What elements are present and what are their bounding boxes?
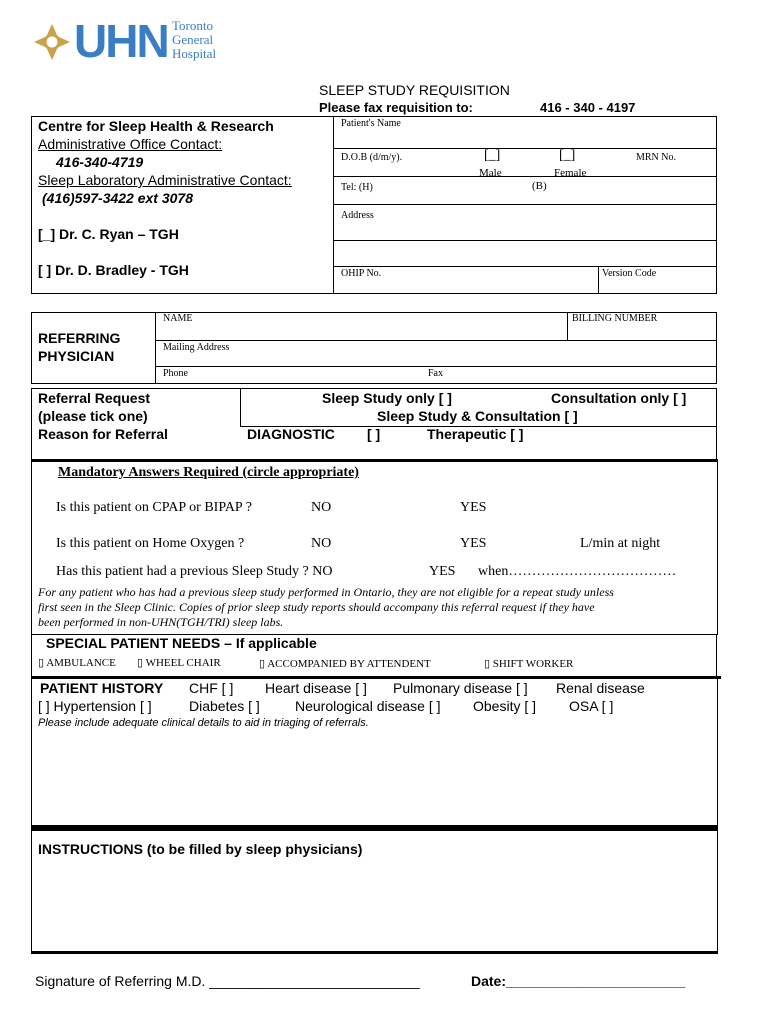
mailing-address-label: Mailing Address <box>163 342 230 353</box>
physician-name-label: NAME <box>163 313 193 324</box>
q-previous-when: when……………………………… <box>478 564 677 579</box>
consultation-only-option[interactable]: Consultation only [ ] <box>551 390 687 406</box>
q-cpap-no[interactable]: NO <box>311 500 332 515</box>
tel-home-label: Tel: (H) <box>341 182 373 193</box>
address-label: Address <box>341 210 374 221</box>
osa-option[interactable]: OSA [ ] <box>569 698 614 714</box>
male-checkbox[interactable]: [_] <box>484 148 501 163</box>
female-label: Female <box>554 167 587 179</box>
ambulance-option[interactable]: ▯ AMBULANCE <box>38 657 116 669</box>
q-oxygen: Is this patient on Home Oxygen ? <box>56 536 245 551</box>
q-previous-yes[interactable]: YES <box>429 564 456 579</box>
admin-contact-label: Administrative Office Contact: <box>38 136 223 152</box>
patient-name-label: Patient's Name <box>341 118 401 129</box>
special-needs-heading: SPECIAL PATIENT NEEDS – If applicable <box>46 635 317 651</box>
mandatory-heading: Mandatory Answers Required (circle appropriate) <box>58 465 359 480</box>
patient-name-input[interactable] <box>440 128 710 144</box>
tick-one-label: (please tick one) <box>38 408 148 424</box>
pulmonary-disease-option[interactable]: Pulmonary disease [ ] <box>393 680 528 696</box>
doctor-bradley-checkbox[interactable]: [ ] Dr. D. Bradley - TGH <box>38 262 189 278</box>
chf-option[interactable]: CHF [ ] <box>189 680 234 696</box>
referring-label-2: PHYSICIAN <box>38 348 115 364</box>
address-input[interactable] <box>341 222 711 238</box>
lab-phone: (416)597-3422 ext 3078 <box>42 190 194 206</box>
dob-label: D.O.B (d/m/y). <box>341 152 403 163</box>
logo-sub-line2: General <box>172 32 214 47</box>
note-line-3: been performed in non-UHN(TGH/TRI) sleep labs. <box>38 615 284 629</box>
q-cpap: Is this patient on CPAP or BIPAP ? <box>56 500 252 515</box>
obesity-option[interactable]: Obesity [ ] <box>473 698 537 714</box>
logo-sub-line3: Hospital <box>172 46 217 61</box>
q-oxygen-lmin: L/min at night <box>580 536 661 551</box>
history-details-input[interactable] <box>38 736 714 824</box>
fax-number: 416 - 340 - 4197 <box>540 100 636 115</box>
date-line[interactable]: Date:_______________________ <box>471 973 686 989</box>
history-note: Please include adequate clinical details to aid in triaging of referrals. <box>38 717 369 729</box>
therapeutic-option[interactable]: Therapeutic [ ] <box>427 426 524 442</box>
note-line-2: first seen in the Sleep Clinic. Copies of prior sleep study reports should accompany this referral request if they have <box>38 600 595 614</box>
ohip-label: OHIP No. <box>341 268 382 279</box>
billing-number-label: BILLING NUMBER <box>572 313 658 324</box>
sleep-study-only-option[interactable]: Sleep Study only [ ] <box>322 390 452 406</box>
female-checkbox[interactable]: [_] <box>559 148 576 163</box>
q-oxygen-yes[interactable]: YES <box>460 536 487 551</box>
instructions-input[interactable] <box>38 864 714 950</box>
reason-label: Reason for Referral <box>38 426 168 442</box>
history-heading: PATIENT HISTORY <box>40 680 164 696</box>
hypertension-option[interactable]: [ ] Hypertension [ ] <box>38 698 152 714</box>
q-previous-study: Has this patient had a previous Sleep Study ? NO <box>56 564 333 579</box>
sleep-study-consultation-option[interactable]: Sleep Study & Consultation [ ] <box>377 408 578 424</box>
version-code-label: Version Code <box>602 268 657 279</box>
shift-worker-option[interactable]: ▯ SHIFT WORKER <box>484 658 574 670</box>
heart-disease-option[interactable]: Heart disease [ ] <box>265 680 367 696</box>
male-label: Male <box>479 167 502 179</box>
phone-label: Phone <box>163 368 188 379</box>
referring-label-1: REFERRING <box>38 330 121 346</box>
signature-line[interactable]: Signature of Referring M.D. ___________________________ <box>35 973 420 989</box>
logo-brand: UHN <box>74 15 168 67</box>
wheelchair-option[interactable]: ▯ WHEEL CHAIR <box>137 657 221 669</box>
admin-phone: 416-340-4719 <box>56 154 144 170</box>
logo-emblem-icon <box>32 22 72 62</box>
note-line-1: For any patient who has had a previous sleep study performed in Ontario, they are not eligible for a repeat study unless <box>38 585 614 599</box>
diagnostic-checkbox[interactable]: [ ] <box>367 426 381 442</box>
attendant-option[interactable]: ▯ ACCOMPANIED BY ATTENDENT <box>259 658 431 670</box>
lab-contact-label: Sleep Laboratory Administrative Contact: <box>38 172 292 188</box>
logo-sub-line1: Toronto <box>172 18 213 33</box>
uhn-logo <box>32 15 232 67</box>
instructions-heading: INSTRUCTIONS (to be filled by sleep physicians) <box>38 841 363 857</box>
fax-prompt: Please fax requisition to: <box>319 100 473 115</box>
tel-business-label: (B) <box>532 180 547 192</box>
q-cpap-yes[interactable]: YES <box>460 500 487 515</box>
q-oxygen-no[interactable]: NO <box>311 536 332 551</box>
mrn-label: MRN No. <box>636 152 677 163</box>
renal-disease-label[interactable]: Renal disease <box>556 680 645 696</box>
neurological-option[interactable]: Neurological disease [ ] <box>295 698 441 714</box>
doctor-ryan-checkbox[interactable]: [_] Dr. C. Ryan – TGH <box>38 226 179 242</box>
form-title: SLEEP STUDY REQUISITION <box>319 82 510 98</box>
centre-name: Centre for Sleep Health & Research <box>38 118 274 134</box>
fax-label: Fax <box>428 368 443 379</box>
diagnostic-label: DIAGNOSTIC <box>247 426 335 442</box>
diabetes-option[interactable]: Diabetes [ ] <box>189 698 260 714</box>
referral-request-label: Referral Request <box>38 390 151 406</box>
